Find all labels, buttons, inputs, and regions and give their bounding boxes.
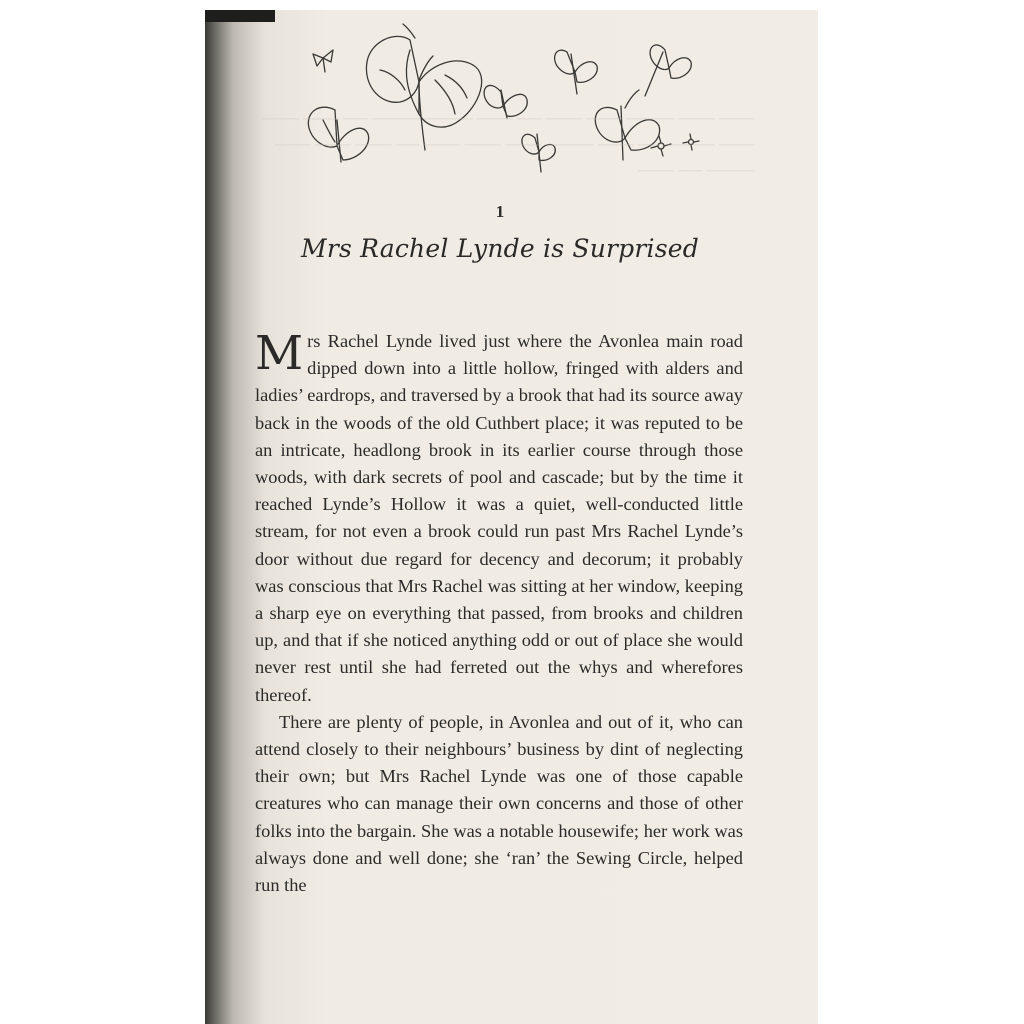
chapter-title: Mrs Rachel Lynde is Surprised <box>301 234 699 263</box>
paragraph: There are plenty of people, in Avonlea and out of it, who can attend closely to their neighbours’ business by dint of neglecting their own; but Mrs Rachel Lynde was one of those capable creatures who can manage their own concerns and those of other folks into the bargain. She was a notable housewife; her work was always done and well done; she ‘ran’ the Sewing Circle, helped run the <box>255 711 743 896</box>
show-through-text: ─── ─── ──── ─── ─── ── ─── ──── ──── ── ─── ─── ─── ──── ── ─── ──── ─── ─── ─── ── ─── ─── ─── ──── ── ─── <box>262 109 755 180</box>
butterfly-small-icon <box>313 50 333 72</box>
butterfly-top-right-icon <box>555 50 598 94</box>
book-page <box>205 10 818 1024</box>
paragraph: Mrs Rachel Lynde lived just where the Avonlea main road dipped down into a little hollow, fringed with alders and ladies’ eardrops, and traversed by a brook that had its source away back in the woods of the old Cuthbert place; it was reputed to be an intricate, headlong brook in its earlier course through those woods, with dark secrets of pool and cascade; but by the time it reached Lynde’s Hollow it was a quiet, well-conducted little stream, for not even a brook could run past Mrs Rachel Lynde’s door without due regard for decency and decorum; it probably was conscious that Mrs Rachel was sitting at her window, keeping a sharp eye on everything that passed, from brooks and children up, and that if she noticed anything odd or out of place she would never rest until she had ferreted out the whys and wherefores thereof. <box>255 326 743 705</box>
chapter-number: 1 <box>495 202 505 221</box>
butterfly-far-right-icon <box>645 45 691 96</box>
chapter-body <box>255 328 743 899</box>
